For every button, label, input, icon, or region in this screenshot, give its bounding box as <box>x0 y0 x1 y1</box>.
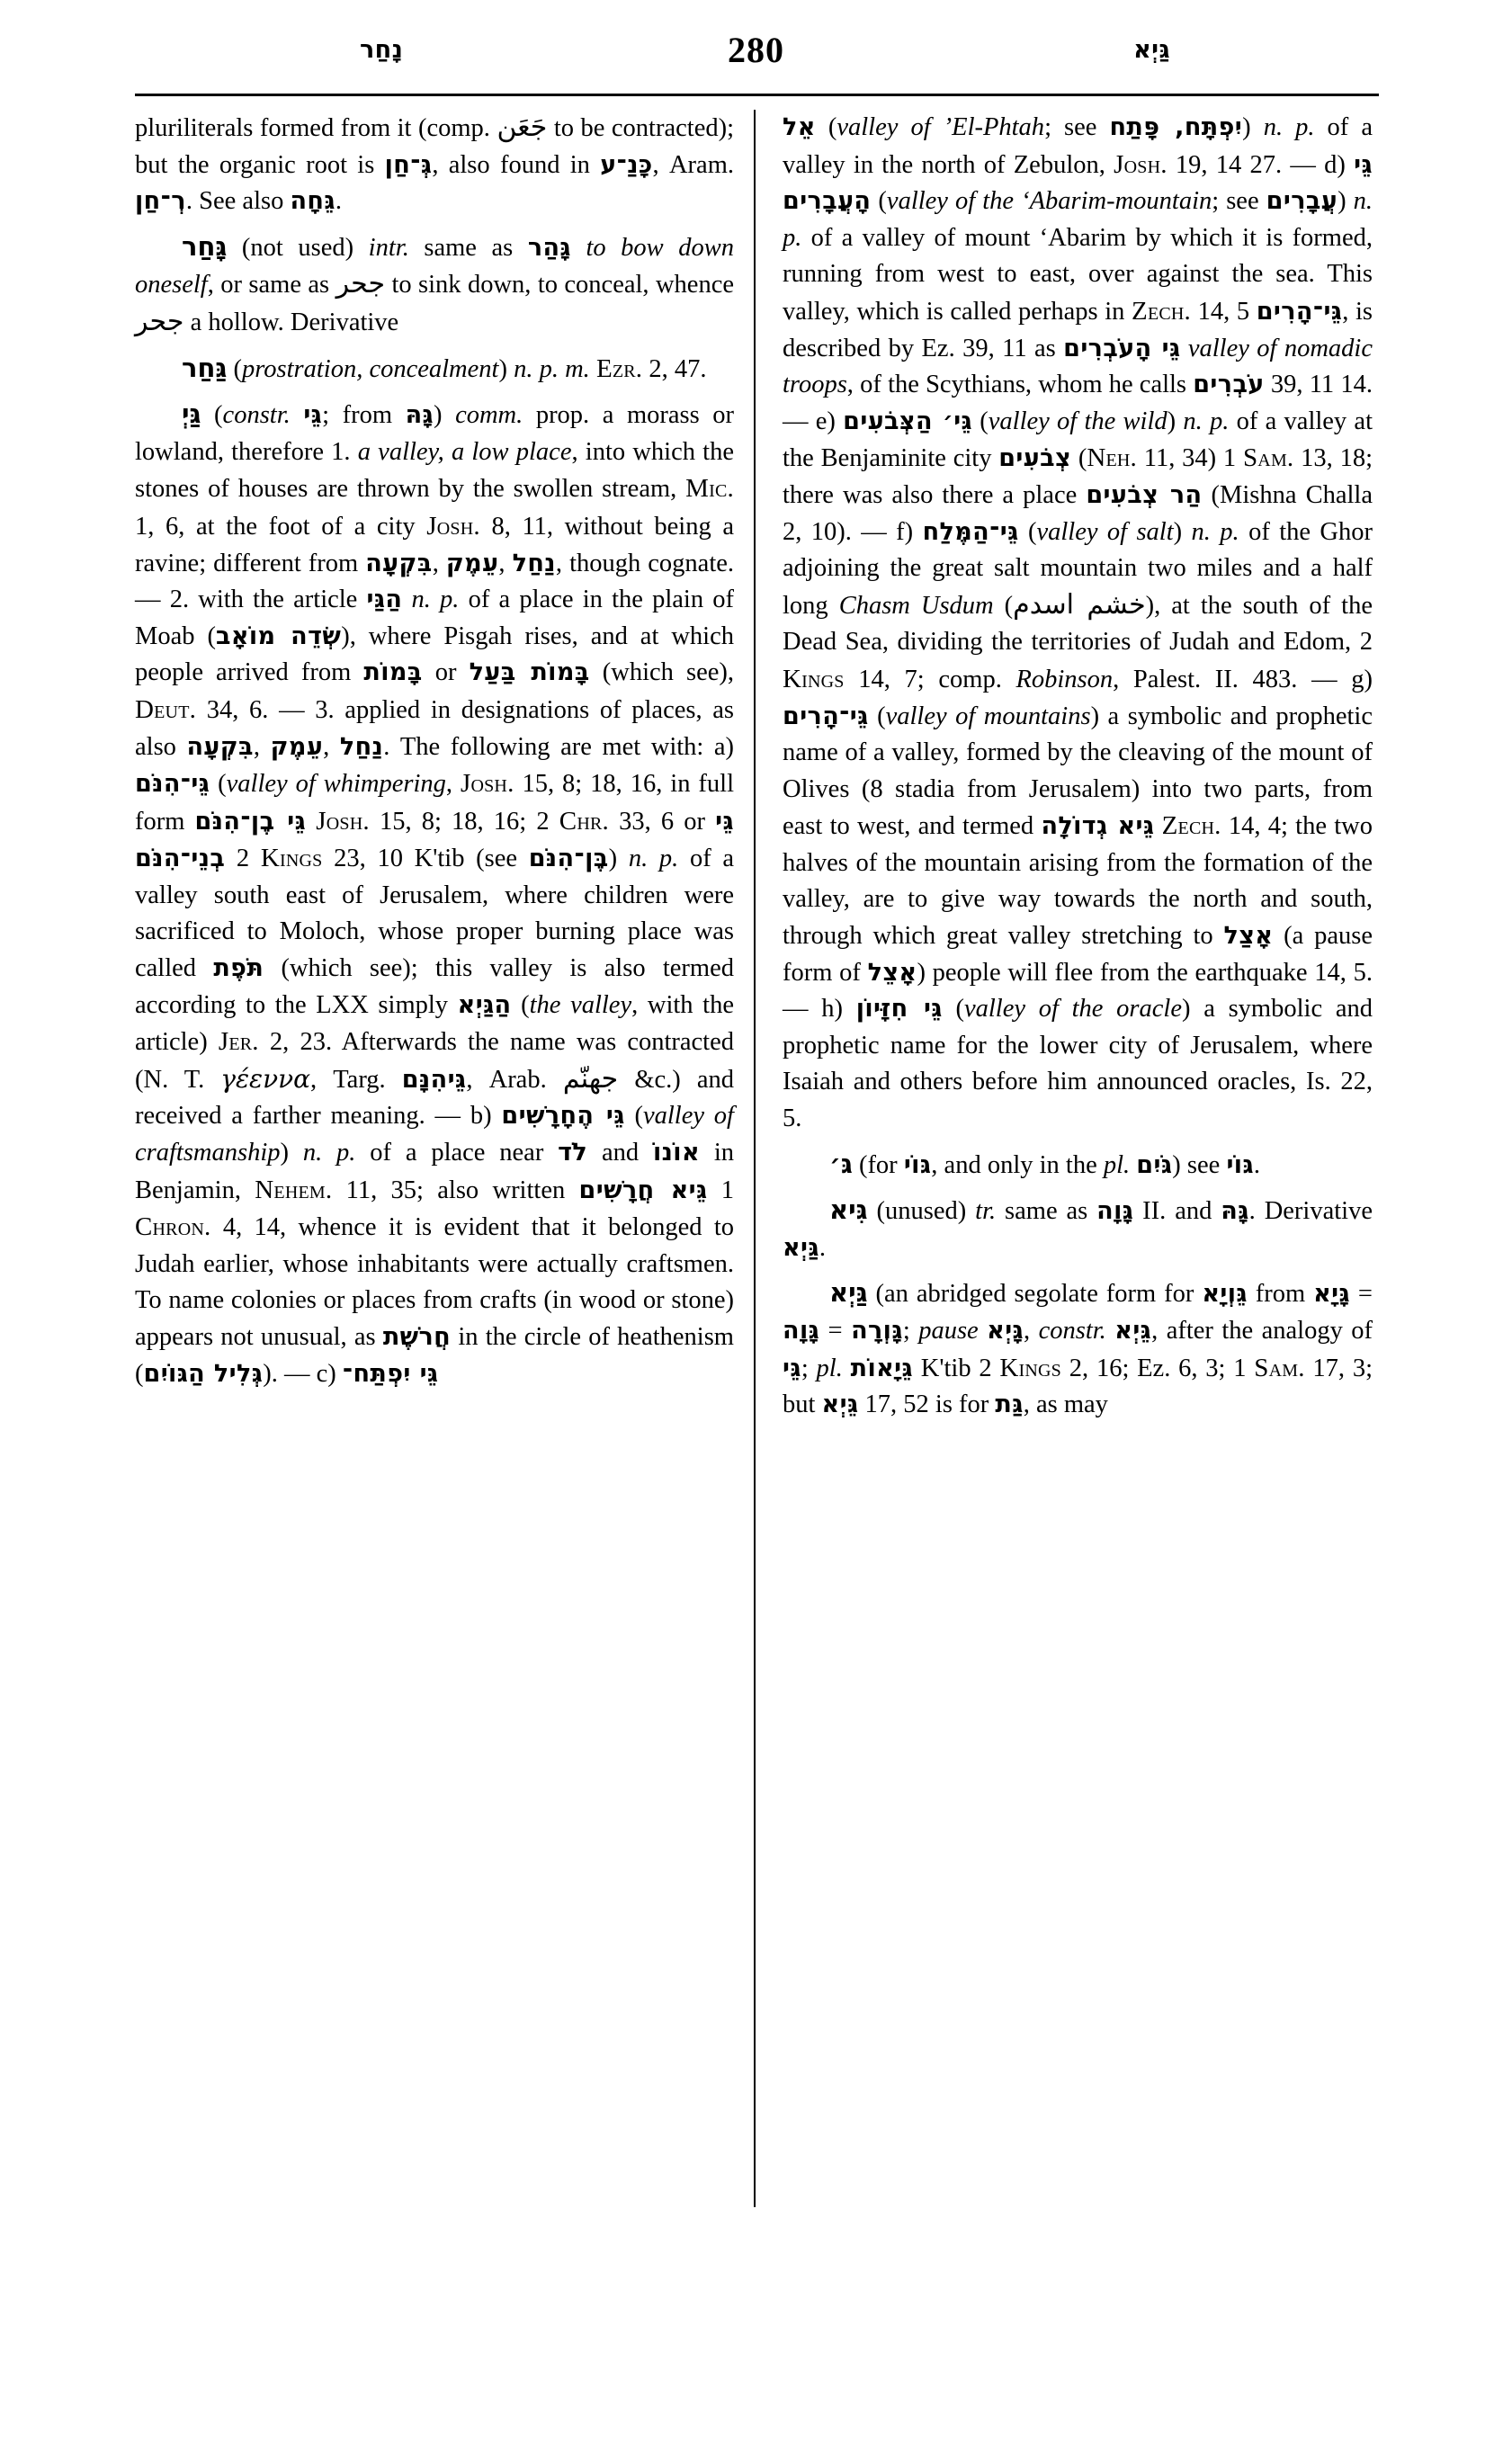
hebrew-word: גֵּי בֶן־הִנֹּם <box>194 807 307 836</box>
text-run: (not used) <box>227 233 369 262</box>
text-run: , <box>498 549 513 577</box>
text-run: ) a symbolic and prophetic name of a valley, formed by the cleaving of the mount of Olives (8 stadia from Jerusalem) into two parts, from east to west, and termed <box>783 702 1373 841</box>
reference-abbrev: Josh. <box>316 806 370 836</box>
text-run: (unused) <box>867 1197 976 1226</box>
gloss-run: n. p. <box>1263 113 1315 141</box>
text-run: pluriliterals formed from it (comp. <box>135 114 497 142</box>
text-run <box>306 808 316 836</box>
hebrew-word: גֵּיְא <box>821 1390 859 1419</box>
text-run: = <box>1350 1280 1373 1309</box>
text-run: (which see); this valley is also termed according to the LXX simply <box>135 954 734 1019</box>
text-run: 11, 35; also written <box>332 1176 579 1204</box>
text-run: ; <box>801 1354 817 1382</box>
hebrew-word: אֵל <box>783 113 816 141</box>
text-run <box>590 355 596 383</box>
gloss-run: to bow down oneself <box>135 233 735 300</box>
gloss-run: valley of craftsmanship <box>135 1102 734 1167</box>
text-run: ) <box>1242 113 1264 141</box>
text-run: ( <box>201 401 223 430</box>
text-columns <box>135 110 1381 2214</box>
reference-abbrev: Neh. <box>1087 443 1137 473</box>
reference-abbrev: Sam. <box>1254 1353 1305 1382</box>
text-run: ( <box>1018 517 1037 546</box>
hebrew-word: שְׂדֵה מוֹאָב <box>215 621 342 650</box>
text-run <box>1180 335 1187 362</box>
hebrew-word: גָּיְא <box>987 1317 1024 1345</box>
text-run: , or same as <box>207 271 336 300</box>
hebrew-headword: גּ׳ <box>829 1148 853 1179</box>
hebrew-word: בָּמוֹת <box>363 658 423 687</box>
text-run: , and only in the <box>931 1150 1104 1179</box>
text-run: of a valley south east of Jerusalem, where children were sacrificed to Moloch, whose proper burning place was called <box>135 845 735 983</box>
dictionary-entry <box>135 396 734 1392</box>
text-run: ) people will flee from the earthquake 14, 5. — h) <box>783 958 1373 1024</box>
text-run: ) <box>280 1139 303 1167</box>
hebrew-word: גֵּיהִנָּם <box>401 1065 467 1094</box>
text-run: , into which the stones of houses are thrown by the swollen stream, <box>135 437 734 504</box>
text-run <box>571 234 586 262</box>
text-run: 34, 6. — 3. applied in designations of places, as also <box>135 695 734 761</box>
text-run: from <box>1247 1280 1314 1309</box>
reference-abbrev: Sam. <box>1242 443 1294 473</box>
running-head <box>135 27 1377 81</box>
hebrew-word: גֵּיְא <box>1114 1317 1152 1345</box>
hebrew-word: גֵּחָה <box>290 187 336 216</box>
reference-abbrev: Ezr. <box>595 353 643 383</box>
gloss-run: n. p. <box>783 187 1373 252</box>
text-run <box>291 401 304 429</box>
hebrew-word: גֵּוְיָא <box>1202 1280 1248 1309</box>
text-run: ; see <box>1212 187 1266 216</box>
text-run: . See also <box>185 187 291 216</box>
text-run: ( <box>511 990 530 1019</box>
dictionary-entry <box>135 350 734 389</box>
reference-abbrev: Josh. <box>1114 149 1168 179</box>
reference-abbrev: Zech. <box>1132 296 1191 326</box>
text-run: , Arab. <box>466 1065 563 1094</box>
text-run: 1, 6, at the foot of a city <box>135 512 427 541</box>
text-run: 23, 10 K'tib (see <box>322 845 529 873</box>
gloss-run: prostration, concealment <box>241 354 499 383</box>
hebrew-word: גֵּי חִזָּיוֹן <box>855 995 943 1024</box>
text-run: , Palest. II. 483. — g) <box>1113 665 1373 693</box>
text-run: ( <box>993 591 1014 620</box>
hebrew-word: אָצַל <box>1223 922 1274 951</box>
text-run: (an abridged segolate form for <box>867 1280 1203 1309</box>
text-run: 2, 16; Ez. 6, 3; 1 <box>1061 1354 1255 1382</box>
hebrew-word: רְ־חַן <box>135 187 186 216</box>
gloss-run: valley of nomadic troops <box>783 334 1373 399</box>
text-run <box>1154 812 1161 840</box>
text-run: ( <box>1071 444 1087 473</box>
text-run: of a place near <box>355 1139 559 1167</box>
text-run: 2, 23. Afterwards the name was contracted (N. T. <box>135 1028 734 1094</box>
reference-abbrev: Chr. <box>559 806 609 836</box>
hebrew-word: גֵּי הָעֲבָרִים <box>783 150 1373 216</box>
text-run: &c.) and received a farther meaning. — b) <box>135 1065 734 1131</box>
text-run: ( <box>815 113 837 141</box>
hebrew-word: עֹבְרִים <box>1193 371 1265 399</box>
text-run: . <box>335 187 342 216</box>
hebrew-word: גֵּי הָעֹבְרִים <box>1063 334 1181 362</box>
hebrew-word: גֵּי הֶחָרָשִׁים <box>501 1102 625 1131</box>
hebrew-word: יִפְתָּח, פָּתַח <box>1109 113 1243 141</box>
hebrew-headword: גַּחַר <box>182 352 228 383</box>
hebrew-word: גֵּיא גְדוֹלָה <box>1041 812 1155 841</box>
text-run: ; see <box>1044 113 1110 141</box>
reference-abbrev: Kings <box>999 1353 1062 1382</box>
text-run: , <box>432 549 446 577</box>
hebrew-word: בָּמוֹת בַּעַל <box>469 658 590 687</box>
gloss-run: n. p. <box>1191 517 1239 546</box>
hebrew-word: גֵּי־הִנֹּם <box>135 770 210 799</box>
text-run: . The following are met with: a) <box>383 732 735 761</box>
gloss-run: Chasm Usdum <box>838 591 994 620</box>
text-run: ) a symbolic and prophetic name for the lower city of Jerusalem, where Isaiah and others before him announced oracles, Is. 22, 5. <box>783 995 1373 1133</box>
text-run: 14, 7; comp. <box>844 665 1016 693</box>
gloss-run: pl. <box>1103 1150 1131 1179</box>
hebrew-word: הַגַּי <box>366 586 403 614</box>
arabic-word: جهنّم <box>562 1062 619 1095</box>
text-run: 15, 8; 18, 16, in full form <box>135 770 734 836</box>
text-run: , <box>445 770 461 799</box>
hebrew-word: הַגַּיְא <box>457 990 512 1019</box>
text-run <box>979 1317 987 1345</box>
gloss-run: n. p. <box>302 1139 356 1167</box>
text-run: , with the article) <box>135 990 734 1057</box>
text-run: , Aram. <box>652 150 734 179</box>
text-run: , though cognate. — 2. with the article <box>135 549 735 614</box>
dictionary-entry <box>783 1146 1373 1185</box>
gloss-run: n. p. m. <box>514 354 590 383</box>
text-run: , <box>1024 1317 1039 1345</box>
hebrew-word: נַחַל <box>339 732 384 761</box>
text-run: of a valley of mount ‘Abarim by which it is formed, running from west to east, over against the sea. This valley, which is called perhaps in <box>783 223 1373 326</box>
text-run: , is described by Ez. 39, 11 as <box>783 297 1373 362</box>
text-run: ) <box>498 354 514 383</box>
page-number: 280 <box>728 30 784 70</box>
gloss-run: comm. <box>455 401 523 430</box>
text-run: ; from <box>322 401 406 430</box>
hebrew-word: גָּוָה <box>1096 1197 1134 1226</box>
text-run: 2 <box>225 845 261 873</box>
text-run: = <box>819 1317 852 1345</box>
gloss-run: valley of mountains <box>885 702 1091 730</box>
text-run: , <box>253 732 271 761</box>
paragraph-continuation <box>783 110 1373 1138</box>
hebrew-word: גָּהּ <box>1221 1197 1249 1226</box>
reference-abbrev: Chron. <box>135 1212 211 1242</box>
hebrew-word: גֵּי בְנֵי־הִנֹּם <box>135 807 734 873</box>
reference-abbrev: Zech. <box>1161 811 1221 841</box>
paragraph-continuation <box>135 110 734 220</box>
hebrew-word: גֵּי־הָרִים <box>783 702 869 730</box>
gloss-run: constr. <box>222 401 291 430</box>
text-run: of a valley in the north of Zebulon, <box>783 113 1373 179</box>
hebrew-word: נַחַל <box>512 549 556 577</box>
gloss-run: valley of the ‘Abarim-mountain <box>886 187 1212 216</box>
text-run: a hollow. Derivative <box>183 308 399 336</box>
text-run: ( <box>942 995 964 1024</box>
gloss-run: pl. <box>816 1354 843 1382</box>
text-run: or <box>422 658 470 687</box>
text-run: ) <box>1173 517 1192 546</box>
text-run: , after the analogy of <box>1151 1317 1373 1345</box>
text-run: (a pause form of <box>783 922 1373 987</box>
reference-abbrev: Kings <box>783 664 845 693</box>
gloss-run: a valley, a low place <box>357 437 572 466</box>
text-run: 1 <box>707 1176 735 1204</box>
hebrew-word: גּוֹי <box>903 1150 932 1179</box>
dictionary-entry <box>783 1192 1373 1266</box>
reference-abbrev: Nehem. <box>255 1175 333 1204</box>
text-run: , Targ. <box>310 1065 402 1094</box>
text-run: 14, 4; the two halves of the mountain arising from the formation of the valley, are to give way towards the north and south, through which great valley stretching to <box>783 812 1373 951</box>
hebrew-word: גֵּי־הָרִים <box>1256 297 1343 326</box>
text-run: 17, 52 is for <box>858 1390 996 1419</box>
gloss-run: n. p. <box>1183 407 1230 435</box>
text-run: K'tib 2 <box>913 1354 1000 1382</box>
hebrew-word: אוֹנוֹ <box>652 1139 700 1167</box>
hebrew-word: עֲבָרִים <box>1266 187 1338 216</box>
gloss-run: valley of the oracle <box>963 995 1182 1024</box>
hebrew-word: גָּיָא <box>1313 1280 1350 1309</box>
text-run: ( <box>972 407 989 435</box>
text-run: 15, 8; 18, 16; 2 <box>369 807 559 836</box>
hebrew-word: בֶּן־הִנֹּם <box>528 845 609 873</box>
hebrew-word: גֵּי־הַמֶּלַח <box>922 517 1019 546</box>
hebrew-word: גְּ־חַן <box>384 150 433 179</box>
hebrew-word: גְּלִיל הַגּוֹיִם <box>143 1359 264 1388</box>
hebrew-word: כָּנַ־ע <box>600 150 653 179</box>
hebrew-headword: גִּיא <box>829 1194 868 1226</box>
reference-abbrev: Deut. <box>135 694 197 724</box>
hebrew-headword: גַּיְא <box>829 1277 868 1309</box>
hebrew-word: גֵּי <box>303 401 323 430</box>
text-run: ( <box>210 770 227 799</box>
text-run <box>843 1355 851 1382</box>
hebrew-headword: גָּחַר <box>182 230 228 262</box>
text-run: (which see), <box>589 658 734 687</box>
text-run: , also found in <box>432 150 601 179</box>
arabic-word: جحر <box>336 268 386 300</box>
gloss-run: tr. <box>975 1197 997 1226</box>
text-run: ( <box>227 354 242 383</box>
hebrew-word: בִּקְעָה <box>186 732 254 761</box>
text-run: 11, 34) 1 <box>1136 444 1243 473</box>
gloss-run: the valley <box>529 990 632 1019</box>
column-left <box>135 110 754 2214</box>
gloss-run: n. p. <box>411 586 460 614</box>
running-head-left-catchword: נָחַר <box>360 36 404 64</box>
text-run: in Benjamin, <box>135 1139 734 1204</box>
text-run <box>402 586 411 613</box>
text-run: of a place in the plain of Moab ( <box>135 586 735 650</box>
hebrew-word: גֵּיא חֲרָשִׁים <box>578 1176 708 1204</box>
text-run: . <box>1253 1150 1261 1179</box>
dictionary-entry <box>783 1274 1373 1423</box>
text-run: of the Ghor adjoining the great salt mountain two miles and a half long <box>783 517 1373 620</box>
greek-word: γέεννα <box>220 1063 311 1094</box>
reference-abbrev: Jer. <box>218 1027 259 1057</box>
text-run: 33, 6 or <box>608 807 716 836</box>
text-run: 13, 18; there was also there a place <box>783 444 1373 509</box>
text-run: ( <box>624 1102 643 1131</box>
dictionary-entry <box>135 228 734 342</box>
text-run: , <box>323 732 340 761</box>
gloss-run: n. p. <box>628 845 679 873</box>
hebrew-word: הַר צְבֹעִים <box>1086 480 1203 509</box>
text-run: 39, 11 14. — e) <box>783 371 1373 435</box>
hebrew-word: גַּת <box>995 1390 1024 1419</box>
text-run: . Derivative <box>1248 1197 1373 1226</box>
hebrew-word: תֹּפֶת <box>213 954 264 983</box>
hebrew-headword: גַּיְ <box>182 398 201 430</box>
text-run: , of the Scythians, whom he calls <box>846 371 1194 399</box>
hebrew-word: גֵּי׳ הַצְּבֹעִים <box>843 407 973 435</box>
gloss-run: valley of whimpering <box>226 770 446 799</box>
text-run: (Mishna Challa 2, 10). — f) <box>783 480 1373 546</box>
text-run: ) <box>1167 407 1184 435</box>
text-run: to sink down, to conceal, whence <box>385 271 734 300</box>
text-run: 17, 3; but <box>783 1354 1373 1419</box>
text-run: ), where Pisgah rises, and at which people arrived from <box>135 621 734 687</box>
text-run: . <box>819 1233 826 1262</box>
hebrew-word: עֵמֶק <box>445 549 499 577</box>
hebrew-word: אָצֵל <box>867 958 917 987</box>
hebrew-word: לֹד <box>558 1139 588 1167</box>
text-run: 2, 47. <box>642 354 707 383</box>
text-run: ) <box>608 845 629 873</box>
text-run: in the circle of heathenism ( <box>135 1323 734 1388</box>
text-run: same as <box>996 1197 1097 1226</box>
hebrew-word: גָּוְרָה <box>851 1317 903 1345</box>
text-run: ) <box>1338 187 1354 216</box>
text-run: 8, 11, without being a ravine; different from <box>135 512 735 577</box>
running-head-right-catchword: גַּיְא <box>1133 36 1170 64</box>
text-run: and <box>587 1139 653 1167</box>
text-run: ) <box>434 401 456 430</box>
hebrew-word: עֵמֶק <box>270 732 324 761</box>
reference-abbrev: Mic. <box>685 474 734 504</box>
arabic-word: جحر <box>135 305 184 337</box>
reference-abbrev: Josh. <box>460 769 514 799</box>
gloss-run: valley of the wild <box>988 407 1168 435</box>
gloss-run: valley of ’El-Phtah <box>837 113 1045 141</box>
hebrew-word: גֵּיָאוֹת <box>850 1354 913 1382</box>
header-rule <box>135 94 1379 96</box>
hebrew-word: גֵּי יִפְתַּח־ <box>342 1359 439 1388</box>
hebrew-word: צְבֹעִים <box>998 444 1072 473</box>
gloss-run: constr. <box>1038 1317 1106 1345</box>
text-run: , as may <box>1023 1390 1108 1419</box>
hebrew-word: גּוֹי <box>1226 1150 1254 1179</box>
text-run: of a valley at the Benjaminite city <box>783 407 1373 473</box>
text-run: same as <box>408 233 528 262</box>
hebrew-word: גָּהַר <box>527 233 571 262</box>
text-run: 4, 14, whence it is evident that it belonged to Judah earlier, whose inhabitants were actually craftsmen. To name colonies or places from crafts (in wood or stone) appears not unusual, as <box>135 1213 734 1351</box>
text-run: 14, 5 <box>1191 297 1257 326</box>
text-run: ( <box>868 702 886 730</box>
gloss-run: intr. <box>368 233 409 262</box>
text-run: prop. a morass or lowland, therefore 1. <box>135 401 734 466</box>
gloss-run: pause <box>918 1317 979 1345</box>
arabic-word: خشم اسدم <box>1013 588 1146 621</box>
text-run: ; <box>902 1317 919 1345</box>
column-right <box>754 110 1373 2214</box>
gloss-run: Robinson <box>1015 665 1114 693</box>
hebrew-word: גֹּיִם <box>1136 1150 1173 1179</box>
hebrew-word: גָּוָה <box>783 1317 820 1345</box>
hebrew-word: גָּהּ <box>405 401 434 430</box>
arabic-word: جَعَن <box>497 112 548 143</box>
text-run: 19, 14 27. — d) <box>1167 150 1355 179</box>
text-run: ). — c) <box>263 1359 343 1388</box>
hebrew-word: גֵּי <box>783 1354 801 1382</box>
text-run: ( <box>871 187 887 216</box>
hebrew-word: חֲרֹשֶׁת <box>382 1323 452 1351</box>
text-run: to be contracted); but the organic root is <box>135 114 734 179</box>
reference-abbrev: Kings <box>260 844 323 873</box>
text-run: (for <box>852 1150 904 1179</box>
gloss-run: valley of salt <box>1036 517 1174 546</box>
text-run <box>1106 1317 1114 1345</box>
hebrew-word: גַּיְא <box>783 1233 819 1262</box>
reference-abbrev: Josh. <box>426 511 480 541</box>
text-run: ) see <box>1172 1150 1227 1179</box>
text-run: II. and <box>1133 1197 1221 1226</box>
text-run: ), at the south of the Dead Sea, dividing the territories of Judah and Edom, 2 <box>783 591 1373 657</box>
hebrew-word: בִּקְעָה <box>365 549 433 577</box>
